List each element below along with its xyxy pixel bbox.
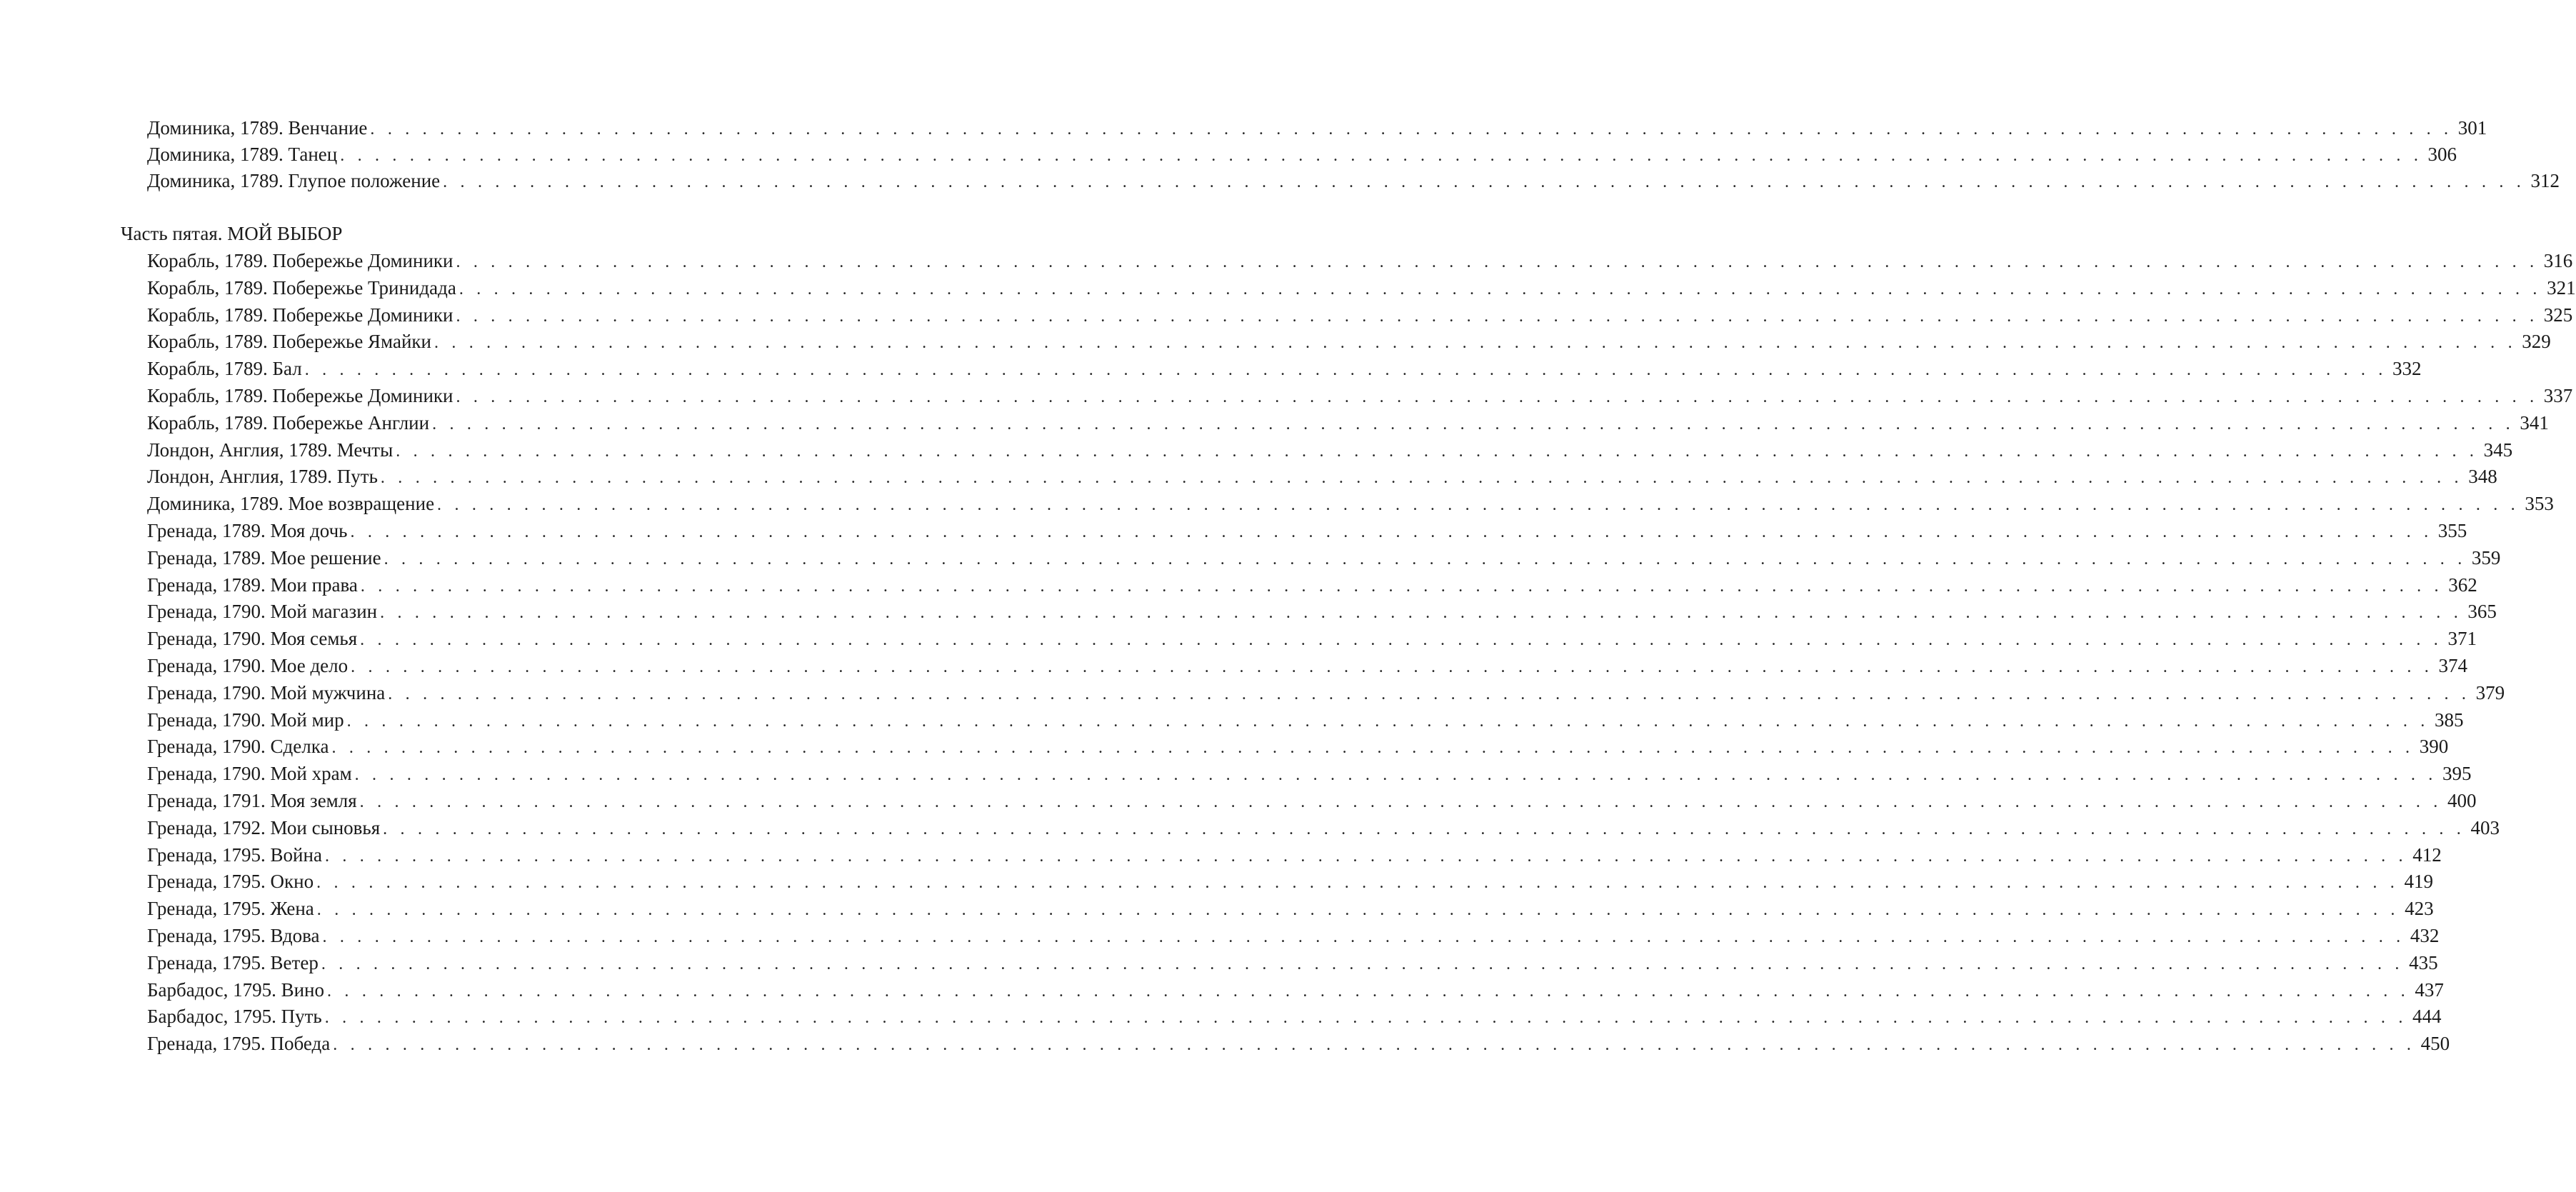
toc-entry bbox=[147, 976, 2444, 1003]
entry-page-number: 365 bbox=[2467, 601, 2497, 622]
toc-entry bbox=[147, 247, 2573, 274]
entry-title: Корабль, 1789. Побережье Доминики bbox=[147, 385, 453, 406]
dot-leader: . . . . . . . . . . . . . . . . . . . . . . . . . . . . . . . . . . . . . . . . . . . . . . . . . . . . . . . . . . . . . . . . . . . . . . . . . . . . . . . . . . . . . . . . . . . . . . . . . . . . . . . . . . . . . . . . . . . . . . . . bbox=[316, 873, 2399, 892]
entry-title: Корабль, 1789. Побережье Англии bbox=[147, 412, 430, 434]
entry-page-number: 353 bbox=[2525, 493, 2554, 514]
entry-page-number: 355 bbox=[2437, 520, 2467, 541]
toc-entry bbox=[147, 760, 2472, 787]
entry-title: Гренада, 1790. Мой мужчина bbox=[147, 682, 386, 703]
part-heading: Часть пятая. МОЙ ВЫБОР bbox=[121, 223, 343, 244]
dot-leader: . . . . . . . . . . . . . . . . . . . . . . . . . . . . . . . . . . . . . . . . . . . . . . . . . . . . . . . . . . . . . . . . . . . . . . . . . . . . . . . . . . . . . . . . . . . . . . . . . . . . . . . . . . . . . . . . . . . . . . . . bbox=[380, 603, 2462, 622]
dot-leader: . . . . . . . . . . . . . . . . . . . . . . . . . . . . . . . . . . . . . . . . . . . . . . . . . . . . . . . . . . . . . . . . . . . . . . . . . . . . . . . . . . . . . . . . . . . . . . . . . . . . . . . . . . . . . . . . . . . . . . . . bbox=[340, 146, 2423, 165]
toc-entry bbox=[147, 652, 2467, 679]
entry-page-number: 374 bbox=[2438, 655, 2467, 676]
entry-page-number: 362 bbox=[2448, 574, 2477, 596]
entry-title: Гренада, 1789. Моя дочь bbox=[147, 520, 348, 541]
dot-leader: . . . . . . . . . . . . . . . . . . . . . . . . . . . . . . . . . . . . . . . . . . . . . . . . . . . . . . . . . . . . . . . . . . . . . . . . . . . . . . . . . . . . . . . . . . . . . . . . . . . . . . . . . . . . . . . . . . . . . . . . bbox=[354, 766, 2437, 784]
entry-title: Гренада, 1791. Моя земля bbox=[147, 790, 357, 811]
toc-entry bbox=[147, 141, 2457, 168]
entry-title: Гренада, 1789. Мои права bbox=[147, 574, 358, 596]
dot-leader: . . . . . . . . . . . . . . . . . . . . . . . . . . . . . . . . . . . . . . . . . . . . . . . . . . . . . . . . . . . . . . . . . . . . . . . . . . . . . . . . . . . . . . . . . . . . . . . . . . . . . . . . . . . . . . . . . . . . . . . . bbox=[456, 307, 2539, 326]
entry-page-number: 301 bbox=[2457, 117, 2487, 139]
dot-leader: . . . . . . . . . . . . . . . . . . . . . . . . . . . . . . . . . . . . . . . . . . . . . . . . . . . . . . . . . . . . . . . . . . . . . . . . . . . . . . . . . . . . . . . . . . . . . . . . . . . . . . . . . . . . . . . . . . . . . . . . bbox=[316, 901, 2400, 919]
dot-leader: . . . . . . . . . . . . . . . . . . . . . . . . . . . . . . . . . . . . . . . . . . . . . . . . . . . . . . . . . . . . . . . . . . . . . . . . . . . . . . . . . . . . . . . . . . . . . . . . . . . . . . . . . . . . . . . . . . . . . . . . bbox=[324, 1008, 2407, 1027]
entry-title: Гренада, 1790. Мой храм bbox=[147, 763, 352, 784]
entry-title: Гренада, 1790. Сделка bbox=[147, 736, 329, 757]
entry-page-number: 444 bbox=[2412, 1006, 2442, 1027]
dot-leader: . . . . . . . . . . . . . . . . . . . . . . . . . . . . . . . . . . . . . . . . . . . . . . . . . . . . . . . . . . . . . . . . . . . . . . . . . . . . . . . . . . . . . . . . . . . . . . . . . . . . . . . . . . . . . . . . . . . . . . . . bbox=[433, 334, 2517, 352]
toc-entry bbox=[147, 787, 2477, 814]
toc-entry bbox=[147, 436, 2513, 464]
entry-title: Гренада, 1795. Война bbox=[147, 844, 322, 866]
entry-title: Гренада, 1789. Мое решение bbox=[147, 547, 381, 569]
toc-entry bbox=[147, 841, 2442, 868]
entry-page-number: 329 bbox=[2522, 331, 2551, 352]
entry-title: Корабль, 1789. Побережье Доминики bbox=[147, 304, 453, 326]
toc-entry bbox=[147, 1030, 2450, 1057]
dot-leader: . . . . . . . . . . . . . . . . . . . . . . . . . . . . . . . . . . . . . . . . . . . . . . . . . . . . . . . . . . . . . . . . . . . . . . . . . . . . . . . . . . . . . . . . . . . . . . . . . . . . . . . . . . . . . . . . . . . . . . . . bbox=[360, 631, 2442, 649]
entry-page-number: 423 bbox=[2405, 898, 2434, 919]
toc-entry bbox=[147, 167, 2560, 194]
toc-entry bbox=[147, 490, 2554, 517]
entry-page-number: 412 bbox=[2412, 844, 2442, 866]
dot-leader: . . . . . . . . . . . . . . . . . . . . . . . . . . . . . . . . . . . . . . . . . . . . . . . . . . . . . . . . . . . . . . . . . . . . . . . . . . . . . . . . . . . . . . . . . . . . . . . . . . . . . . . . . . . . . . . . . . . . . . . . bbox=[350, 523, 2433, 541]
entry-title: Лондон, Англия, 1789. Путь bbox=[147, 466, 378, 487]
dot-leader: . . . . . . . . . . . . . . . . . . . . . . . . . . . . . . . . . . . . . . . . . . . . . . . . . . . . . . . . . . . . . . . . . . . . . . . . . . . . . . . . . . . . . . . . . . . . . . . . . . . . . . . . . . . . . . . . . . . . . . . . bbox=[359, 793, 2442, 811]
toc-entry bbox=[147, 598, 2497, 625]
dot-leader: . . . . . . . . . . . . . . . . . . . . . . . . . . . . . . . . . . . . . . . . . . . . . . . . . . . . . . . . . . . . . . . . . . . . . . . . . . . . . . . . . . . . . . . . . . . . . . . . . . . . . . . . . . . . . . . . . . . . . . . . bbox=[443, 173, 2525, 191]
toc-entry bbox=[147, 274, 2576, 301]
entry-page-number: 348 bbox=[2468, 466, 2497, 487]
entry-title: Барбадос, 1795. Вино bbox=[147, 979, 325, 1001]
dot-leader: . . . . . . . . . . . . . . . . . . . . . . . . . . . . . . . . . . . . . . . . . . . . . . . . . . . . . . . . . . . . . . . . . . . . . . . . . . . . . . . . . . . . . . . . . . . . . . . . . . . . . . . . . . . . . . . . . . . . . . . . bbox=[304, 361, 2387, 379]
entry-title: Барбадос, 1795. Путь bbox=[147, 1006, 322, 1027]
entry-title: Лондон, Англия, 1789. Мечты bbox=[147, 439, 394, 461]
dot-leader: . . . . . . . . . . . . . . . . . . . . . . . . . . . . . . . . . . . . . . . . . . . . . . . . . . . . . . . . . . . . . . . . . . . . . . . . . . . . . . . . . . . . . . . . . . . . . . . . . . . . . . . . . . . . . . . . . . . . . . . . bbox=[384, 550, 2467, 569]
entry-title: Гренада, 1795. Вдова bbox=[147, 925, 320, 946]
toc-entry bbox=[147, 409, 2549, 436]
entry-page-number: 325 bbox=[2543, 304, 2573, 326]
toc-entry bbox=[147, 382, 2573, 409]
entry-title: Доминика, 1789. Венчание bbox=[147, 117, 368, 139]
entry-title: Гренада, 1795. Окно bbox=[147, 871, 314, 892]
toc-entry bbox=[147, 814, 2500, 841]
entry-page-number: 316 bbox=[2543, 250, 2573, 271]
toc-entry bbox=[147, 355, 2422, 382]
entry-title: Корабль, 1789. Бал bbox=[147, 358, 302, 379]
dot-leader: . . . . . . . . . . . . . . . . . . . . . . . . . . . . . . . . . . . . . . . . . . . . . . . . . . . . . . . . . . . . . . . . . . . . . . . . . . . . . . . . . . . . . . . . . . . . . . . . . . . . . . . . . . . . . . . . . . . . . . . . bbox=[333, 1036, 2416, 1054]
toc-entry bbox=[147, 1003, 2442, 1030]
entry-title: Гренада, 1795. Ветер bbox=[147, 952, 319, 973]
entry-page-number: 435 bbox=[2409, 952, 2438, 973]
entry-title: Гренада, 1792. Мои сыновья bbox=[147, 817, 381, 838]
toc-entry bbox=[147, 895, 2434, 922]
dot-leader: . . . . . . . . . . . . . . . . . . . . . . . . . . . . . . . . . . . . . . . . . . . . . . . . . . . . . . . . . . . . . . . . . . . . . . . . . . . . . . . . . . . . . . . . . . . . . . . . . . . . . . . . . . . . . . . . . . . . . . . . bbox=[351, 658, 2433, 676]
entry-page-number: 332 bbox=[2392, 358, 2422, 379]
entry-title: Гренада, 1790. Мое дело bbox=[147, 655, 349, 676]
toc-entry bbox=[147, 679, 2505, 706]
dot-leader: . . . . . . . . . . . . . . . . . . . . . . . . . . . . . . . . . . . . . . . . . . . . . . . . . . . . . . . . . . . . . . . . . . . . . . . . . . . . . . . . . . . . . . . . . . . . . . . . . . . . . . . . . . . . . . . . . . . . . . . . bbox=[380, 469, 2463, 487]
dot-leader: . . . . . . . . . . . . . . . . . . . . . . . . . . . . . . . . . . . . . . . . . . . . . . . . . . . . . . . . . . . . . . . . . . . . . . . . . . . . . . . . . . . . . . . . . . . . . . . . . . . . . . . . . . . . . . . . . . . . . . . . bbox=[322, 928, 2405, 946]
entry-page-number: 337 bbox=[2543, 385, 2573, 406]
entry-page-number: 359 bbox=[2471, 547, 2501, 569]
entry-title: Гренада, 1790. Мой мир bbox=[147, 709, 344, 731]
dot-leader: . . . . . . . . . . . . . . . . . . . . . . . . . . . . . . . . . . . . . . . . . . . . . . . . . . . . . . . . . . . . . . . . . . . . . . . . . . . . . . . . . . . . . . . . . . . . . . . . . . . . . . . . . . . . . . . . . . . . . . . . bbox=[396, 442, 2479, 461]
entry-title: Корабль, 1789. Побережье Тринидада bbox=[147, 277, 456, 299]
dot-leader: . . . . . . . . . . . . . . . . . . . . . . . . . . . . . . . . . . . . . . . . . . . . . . . . . . . . . . . . . . . . . . . . . . . . . . . . . . . . . . . . . . . . . . . . . . . . . . . . . . . . . . . . . . . . . . . . . . . . . . . . bbox=[456, 388, 2539, 406]
dot-leader: . . . . . . . . . . . . . . . . . . . . . . . . . . . . . . . . . . . . . . . . . . . . . . . . . . . . . . . . . . . . . . . . . . . . . . . . . . . . . . . . . . . . . . . . . . . . . . . . . . . . . . . . . . . . . . . . . . . . . . . . bbox=[321, 955, 2404, 973]
toc-entry bbox=[147, 463, 2497, 490]
toc-entry bbox=[147, 114, 2487, 141]
dot-leader: . . . . . . . . . . . . . . . . . . . . . . . . . . . . . . . . . . . . . . . . . . . . . . . . . . . . . . . . . . . . . . . . . . . . . . . . . . . . . . . . . . . . . . . . . . . . . . . . . . . . . . . . . . . . . . . . . . . . . . . . bbox=[370, 120, 2453, 139]
entry-page-number: 432 bbox=[2410, 925, 2440, 946]
entry-page-number: 321 bbox=[2547, 277, 2576, 299]
entry-title: Доминика, 1789. Танец bbox=[147, 144, 338, 165]
entry-title: Корабль, 1789. Побережье Доминики bbox=[147, 250, 453, 271]
dot-leader: . . . . . . . . . . . . . . . . . . . . . . . . . . . . . . . . . . . . . . . . . . . . . . . . . . . . . . . . . . . . . . . . . . . . . . . . . . . . . . . . . . . . . . . . . . . . . . . . . . . . . . . . . . . . . . . . . . . . . . . . bbox=[324, 847, 2407, 866]
entry-page-number: 312 bbox=[2530, 170, 2560, 191]
entry-page-number: 395 bbox=[2442, 763, 2472, 784]
entry-page-number: 450 bbox=[2420, 1033, 2450, 1054]
entry-title: Гренада, 1790. Моя семья bbox=[147, 628, 358, 649]
toc-entry bbox=[147, 301, 2573, 329]
dot-leader: . . . . . . . . . . . . . . . . . . . . . . . . . . . . . . . . . . . . . . . . . . . . . . . . . . . . . . . . . . . . . . . . . . . . . . . . . . . . . . . . . . . . . . . . . . . . . . . . . . . . . . . . . . . . . . . . . . . . . . . . bbox=[456, 253, 2539, 271]
dot-leader: . . . . . . . . . . . . . . . . . . . . . . . . . . . . . . . . . . . . . . . . . . . . . . . . . . . . . . . . . . . . . . . . . . . . . . . . . . . . . . . . . . . . . . . . . . . . . . . . . . . . . . . . . . . . . . . . . . . . . . . . bbox=[360, 577, 2443, 596]
entry-page-number: 390 bbox=[2419, 736, 2449, 757]
entry-page-number: 400 bbox=[2447, 790, 2477, 811]
toc-entry bbox=[147, 517, 2467, 544]
entry-page-number: 437 bbox=[2415, 979, 2444, 1001]
dot-leader: . . . . . . . . . . . . . . . . . . . . . . . . . . . . . . . . . . . . . . . . . . . . . . . . . . . . . . . . . . . . . . . . . . . . . . . . . . . . . . . . . . . . . . . . . . . . . . . . . . . . . . . . . . . . . . . . . . . . . . . . bbox=[432, 415, 2515, 434]
entry-title: Гренада, 1795. Победа bbox=[147, 1033, 331, 1054]
dot-leader: . . . . . . . . . . . . . . . . . . . . . . . . . . . . . . . . . . . . . . . . . . . . . . . . . . . . . . . . . . . . . . . . . . . . . . . . . . . . . . . . . . . . . . . . . . . . . . . . . . . . . . . . . . . . . . . . . . . . . . . . bbox=[383, 820, 2465, 838]
toc-entry bbox=[147, 706, 2464, 733]
entry-page-number: 419 bbox=[2404, 871, 2433, 892]
dot-leader: . . . . . . . . . . . . . . . . . . . . . . . . . . . . . . . . . . . . . . . . . . . . . . . . . . . . . . . . . . . . . . . . . . . . . . . . . . . . . . . . . . . . . . . . . . . . . . . . . . . . . . . . . . . . . . . . . . . . . . . . bbox=[331, 738, 2415, 757]
toc-entry bbox=[147, 922, 2440, 949]
entry-page-number: 385 bbox=[2434, 709, 2464, 731]
entry-page-number: 341 bbox=[2520, 412, 2549, 434]
dot-leader: . . . . . . . . . . . . . . . . . . . . . . . . . . . . . . . . . . . . . . . . . . . . . . . . . . . . . . . . . . . . . . . . . . . . . . . . . . . . . . . . . . . . . . . . . . . . . . . . . . . . . . . . . . . . . . . . . . . . . . . . bbox=[437, 496, 2520, 514]
toc-entry bbox=[147, 544, 2501, 571]
toc-entry bbox=[147, 733, 2449, 760]
entry-page-number: 345 bbox=[2483, 439, 2513, 461]
entry-title: Доминика, 1789. Глупое положение bbox=[147, 170, 441, 191]
dot-leader: . . . . . . . . . . . . . . . . . . . . . . . . . . . . . . . . . . . . . . . . . . . . . . . . . . . . . . . . . . . . . . . . . . . . . . . . . . . . . . . . . . . . . . . . . . . . . . . . . . . . . . . . . . . . . . . . . . . . . . . . bbox=[458, 280, 2542, 299]
toc-entry bbox=[147, 571, 2477, 598]
dot-leader: . . . . . . . . . . . . . . . . . . . . . . . . . . . . . . . . . . . . . . . . . . . . . . . . . . . . . . . . . . . . . . . . . . . . . . . . . . . . . . . . . . . . . . . . . . . . . . . . . . . . . . . . . . . . . . . . . . . . . . . . bbox=[346, 712, 2430, 731]
toc-entry bbox=[147, 328, 2551, 355]
toc-entry bbox=[147, 868, 2433, 895]
entry-title: Доминика, 1789. Мое возвращение bbox=[147, 493, 435, 514]
entry-page-number: 379 bbox=[2475, 682, 2505, 703]
entry-title: Гренада, 1795. Жена bbox=[147, 898, 314, 919]
entry-page-number: 371 bbox=[2447, 628, 2477, 649]
entry-page-number: 403 bbox=[2470, 817, 2500, 838]
entry-page-number: 306 bbox=[2427, 144, 2457, 165]
dot-leader: . . . . . . . . . . . . . . . . . . . . . . . . . . . . . . . . . . . . . . . . . . . . . . . . . . . . . . . . . . . . . . . . . . . . . . . . . . . . . . . . . . . . . . . . . . . . . . . . . . . . . . . . . . . . . . . . . . . . . . . . bbox=[327, 982, 2410, 1001]
toc-entry bbox=[147, 625, 2477, 652]
entry-title: Гренада, 1790. Мой магазин bbox=[147, 601, 378, 622]
entry-title: Корабль, 1789. Побережье Ямайки bbox=[147, 331, 431, 352]
toc-entry bbox=[147, 949, 2438, 976]
dot-leader: . . . . . . . . . . . . . . . . . . . . . . . . . . . . . . . . . . . . . . . . . . . . . . . . . . . . . . . . . . . . . . . . . . . . . . . . . . . . . . . . . . . . . . . . . . . . . . . . . . . . . . . . . . . . . . . . . . . . . . . . bbox=[388, 685, 2471, 703]
